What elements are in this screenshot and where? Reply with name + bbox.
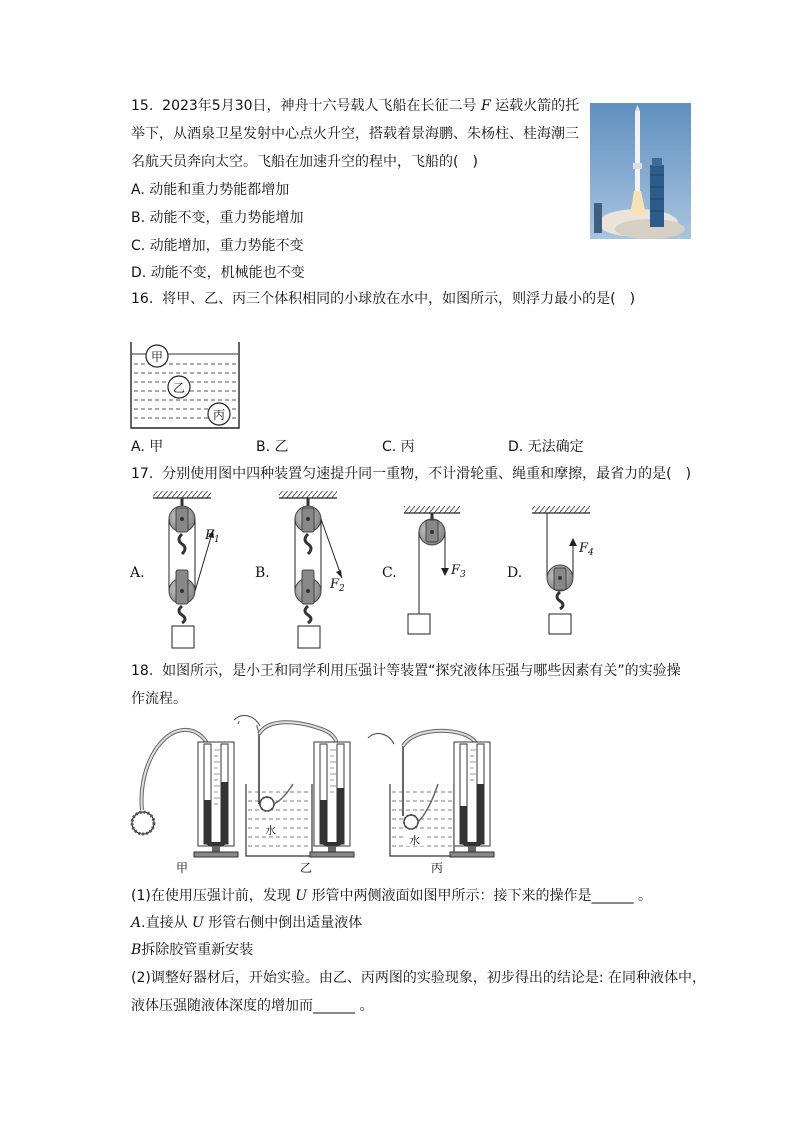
pulley-b-label: B.	[255, 565, 270, 581]
ball-yi-label: 乙	[172, 381, 186, 395]
water-label-yi: 水	[265, 824, 276, 837]
force-f3-sub: 3	[460, 570, 466, 580]
q18-option-a-letter: A	[131, 915, 142, 931]
q16-option-b: B. 乙	[256, 439, 289, 455]
q15-option-b: B. 动能不变，重力势能增加	[131, 210, 304, 226]
q18-option-a	[131, 913, 362, 933]
ball-bing-label: 丙	[212, 408, 226, 422]
q18-sub2-line1: (2)调整好器材后，开始实验。由乙、丙两图的实验现象，初步得出的结论是: 在同种液体中，	[131, 970, 706, 986]
q18-sub1-text-a: (1)在使用压强计前，发现	[131, 888, 291, 904]
beaker-balls-figure	[129, 340, 243, 432]
gauge-bing-label: 丙	[431, 861, 444, 875]
q18-text-1: 如图所示，是小王和同学利用压强计等装置“探究液体压强与哪些因素有关”的实验操	[162, 663, 681, 679]
q16-option-c: C. 丙	[382, 439, 415, 455]
q15-line1	[131, 96, 579, 116]
q17-text: 分别使用图中四种装置匀速提升同一重物，不计滑轮重、绳重和摩擦，最省力的是( )	[162, 466, 692, 482]
pulley-c-label: C.	[382, 565, 397, 581]
pressure-gauge-figure	[128, 712, 498, 877]
force-f3-label	[450, 563, 466, 580]
force-f2-sub: 2	[339, 584, 345, 594]
force-f1-label	[204, 528, 220, 545]
q15-line2: 举下，从酒泉卫星发射中心点火升空，搭载着景海鹏、朱杨柱、桂海潮三	[131, 126, 579, 142]
force-f4-sub: 4	[588, 548, 594, 558]
q18-option-a-text-b: 形管右侧中倒出适量液体	[208, 915, 363, 931]
pulley-a-label: A.	[130, 565, 145, 581]
q18-sub1-text-b: 形管中两侧液面如图甲所示：接下来的操作是______ 。	[311, 888, 653, 904]
q18-option-b	[131, 940, 253, 960]
q15-option-d: D. 动能不变，机械能也不变	[131, 265, 305, 281]
q15-text-1b: 运载火箭的托	[495, 98, 580, 114]
q18-option-b-text: 拆除胶管重新安装	[141, 942, 254, 958]
q15-option-c: C. 动能增加，重力势能不变	[131, 238, 304, 254]
q18-sub1	[131, 886, 652, 906]
force-f2-letter: F	[330, 577, 340, 592]
q15-text-1a: 2023年5月30日，神舟十六号载人飞船在长征二号	[162, 98, 477, 114]
pulley-d-label: D.	[507, 565, 523, 581]
q16-option-d: D. 无法确定	[508, 439, 584, 455]
q18-line1	[131, 661, 681, 681]
force-f3-letter: F	[451, 563, 461, 578]
q18-number: 18.	[131, 663, 154, 679]
q18-option-b-letter: B	[131, 942, 142, 958]
gauge-jia-label: 甲	[176, 861, 189, 875]
q18-option-a-text-a: .直接从	[141, 915, 188, 931]
q17-number: 17.	[131, 466, 154, 482]
rocket-launch-photo	[590, 103, 691, 239]
force-f4-letter: F	[579, 541, 589, 556]
force-f4-label	[578, 541, 594, 558]
q17-line	[131, 464, 691, 484]
force-f1-sub: 1	[214, 535, 220, 545]
q18-sub1-u-letter: U	[295, 888, 308, 904]
q16-option-a: A. 甲	[131, 439, 164, 455]
q15-f-letter: F	[480, 98, 491, 114]
q15-number: 15.	[131, 98, 154, 114]
water-label-bing: 水	[409, 834, 420, 847]
ball-jia-label: 甲	[150, 350, 164, 364]
q18-option-a-u-letter: U	[192, 915, 204, 931]
q16-text: 将甲、乙、丙三个体积相同的小球放在水中，如图所示，则浮力最小的是( )	[162, 291, 636, 307]
q16-number: 16.	[131, 291, 154, 307]
force-f1-letter: F	[205, 528, 215, 543]
q15-option-a: A. 动能和重力势能都增加	[131, 182, 290, 198]
gauge-yi-label: 乙	[300, 861, 313, 875]
pulley-figures	[120, 488, 600, 653]
q18-sub2-line2: 液体压强随液体深度的增加而______ 。	[131, 998, 374, 1014]
q18-line2: 作流程。	[131, 691, 187, 707]
q16-line	[131, 289, 635, 309]
q15-line3: 名航天员奔向太空。飞船在加速升空的程中，飞船的( )	[131, 154, 478, 170]
force-f2-label	[329, 577, 345, 594]
